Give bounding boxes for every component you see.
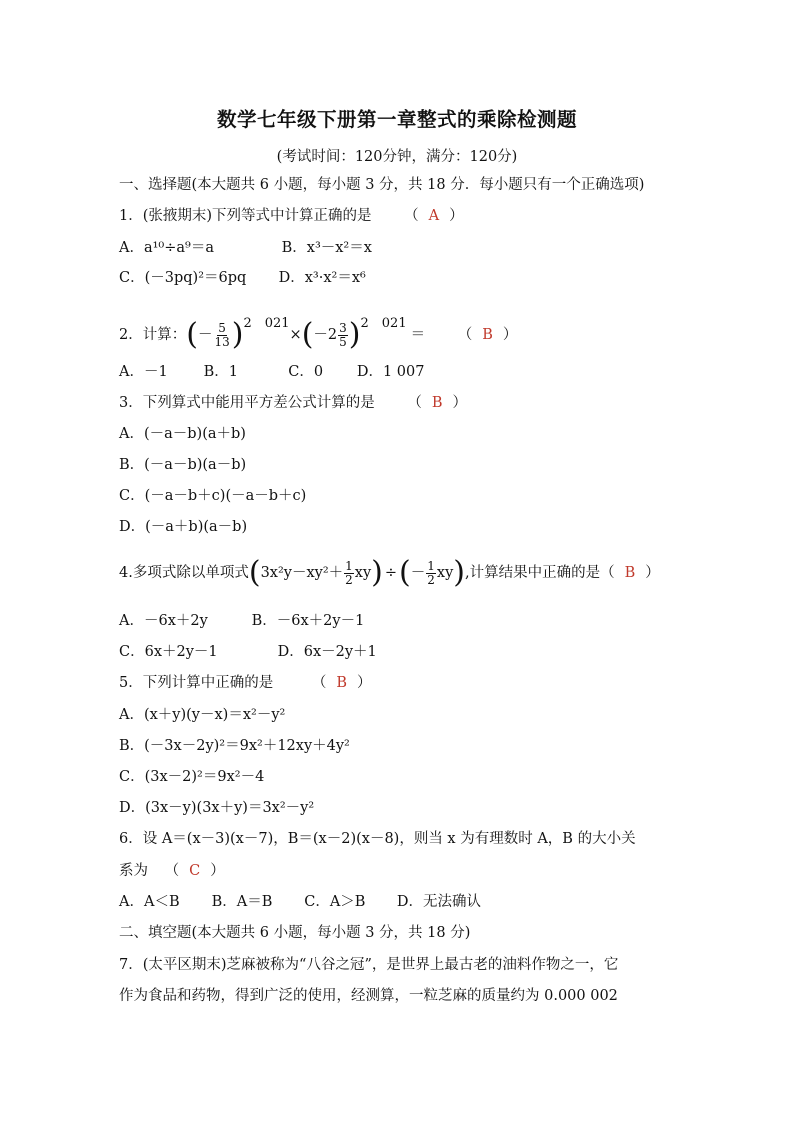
answer-mark: B — [624, 565, 636, 581]
fraction — [338, 322, 348, 349]
left-paren: ( — [399, 555, 411, 590]
exponent: 2 021 — [360, 316, 407, 331]
option-d: D．(3x－y)(3x＋y)＝3x²－y² — [119, 800, 315, 816]
question-stem: 4.多项式除以单项式 — [119, 565, 249, 581]
sign: －2 — [313, 327, 338, 343]
section-heading-choice: 一、选择题(本大题共 6 小题，每小题 3 分，共 18 分．每小题只有一个正确选项) — [119, 177, 645, 193]
right-paren: ) — [371, 555, 383, 590]
option-b: B．x³－x²＝x — [281, 240, 372, 256]
answer-mark: C — [189, 863, 201, 879]
exam-info: (考试时间：120分钟，满分：120分) — [276, 149, 518, 165]
option-d: D．1 007 — [356, 364, 425, 380]
equals-sign: ＝ — [410, 327, 426, 343]
q6-options — [119, 892, 481, 912]
expression: xy — [354, 565, 372, 581]
question-2: 2．计算：(－ $\frac{5}{13}$ )2 021×(－2 $\frac{3}{5}$ )2 021＝ （ B ） — [119, 316, 518, 352]
expression: xy — [436, 565, 454, 581]
option-d: D．x³·x²＝x⁶ — [278, 270, 366, 286]
left-paren: ( — [248, 555, 261, 590]
fraction — [426, 560, 436, 587]
exponent: 2 021 — [243, 316, 290, 331]
right-paren: ) — [453, 555, 465, 590]
option-c: C．(3x－2)²＝9x²－4 — [119, 769, 265, 785]
option-b: B．A＝B — [211, 894, 273, 910]
option-d: D．无法确认 — [396, 894, 481, 910]
right-paren: ) — [231, 317, 244, 352]
answer-mark: B — [482, 327, 493, 343]
question-7-line1: 7．(太平区期末)芝麻被称为“八谷之冠”，是世界上最古老的油料作物之一，它 — [119, 957, 619, 973]
question-5: 5．下列计算中正确的是 （ B ） — [119, 675, 372, 691]
option-a: A．－6x＋2y — [119, 613, 208, 629]
question-6-line1: 6．设 A＝(x－3)(x－7)，B＝(x－2)(x－8)，则当 x 为有理数时 A，B 的大小关 — [119, 831, 636, 847]
q1-options-row1 — [119, 238, 372, 258]
option-a: A．(－a－b)(a＋b) — [119, 426, 246, 442]
left-paren: ( — [301, 317, 314, 352]
option-a: A．(x＋y)(y－x)＝x²－y² — [119, 707, 286, 723]
q2-options — [119, 362, 424, 382]
question-3: 3．下列算式中能用平方差公式计算的是 （ B ） — [119, 395, 467, 411]
option-a: A．－1 — [119, 364, 168, 380]
q1-options-row2 — [119, 268, 366, 288]
sign: － — [197, 327, 213, 343]
numerator: 5 — [218, 320, 226, 335]
option-c: C．(－a－b＋c)(－a－b＋c) — [119, 488, 307, 504]
question-suffix: ,计算结果中正确的是（ — [465, 565, 615, 581]
option-d: D．6x－2y＋1 — [277, 644, 377, 660]
numerator: 1 — [427, 558, 435, 573]
option-d: D．(－a＋b)(a－b) — [119, 519, 248, 535]
page-title: 数学七年级下册第一章整式的乘除检测题 — [216, 108, 577, 131]
question-stem: 3．下列算式中能用平方差公式计算的是 — [119, 395, 375, 411]
divide-sign: ÷ — [384, 565, 398, 581]
denominator: 2 — [345, 572, 353, 587]
question-4 — [119, 553, 660, 593]
q4-options-row1 — [119, 611, 364, 631]
option-c: C．0 — [288, 364, 324, 380]
question-stem: 2．计算： — [119, 327, 187, 343]
denominator: 5 — [339, 334, 347, 349]
option-c: C．A＞B — [304, 894, 366, 910]
left-paren: ( — [186, 317, 198, 352]
section-heading-fill: 二、填空题(本大题共 6 小题，每小题 3 分，共 18 分) — [119, 925, 471, 941]
fraction — [213, 322, 230, 349]
numerator: 1 — [345, 558, 353, 573]
right-paren: ) — [348, 317, 361, 352]
option-c: C．(－3pq)²＝6pq — [119, 270, 247, 286]
option-b: B．－6x＋2y－1 — [251, 613, 365, 629]
question-stem: 系为 — [119, 863, 148, 879]
answer-mark: B — [336, 675, 347, 691]
option-a: A．A＜B — [119, 894, 180, 910]
denominator: 13 — [214, 334, 230, 349]
question-stem: 5．下列计算中正确的是 — [119, 675, 274, 691]
option-b: B．(－3x－2y)²＝9x²＋12xy＋4y² — [119, 738, 350, 754]
answer-mark: B — [431, 395, 443, 411]
option-b: B．(－a－b)(a－b) — [119, 457, 247, 473]
sign: － — [410, 565, 426, 581]
close-paren: ） — [645, 565, 660, 581]
times-sign: × — [289, 327, 302, 343]
option-c: C．6x＋2y－1 — [119, 644, 218, 660]
fraction — [344, 560, 354, 587]
question-6-line2: 系为 （ C ） — [119, 863, 225, 879]
answer-mark: A — [428, 208, 440, 224]
denominator: 2 — [427, 572, 435, 587]
question-7-line2: 作为食品和药物，得到广泛的使用，经测算，一粒芝麻的质量约为 0.000 002 — [119, 988, 618, 1004]
q4-options-row2 — [119, 642, 377, 662]
numerator: 3 — [339, 320, 347, 335]
option-b: B．1 — [203, 364, 238, 380]
expression: 3x²y－xy²＋ — [260, 565, 344, 581]
option-a: A．a¹⁰÷a⁹＝a — [119, 240, 214, 256]
question-stem: 1．(张掖期末)下列等式中计算正确的是 — [119, 208, 372, 224]
question-1: 1．(张掖期末)下列等式中计算正确的是 （ A ） — [119, 208, 464, 224]
